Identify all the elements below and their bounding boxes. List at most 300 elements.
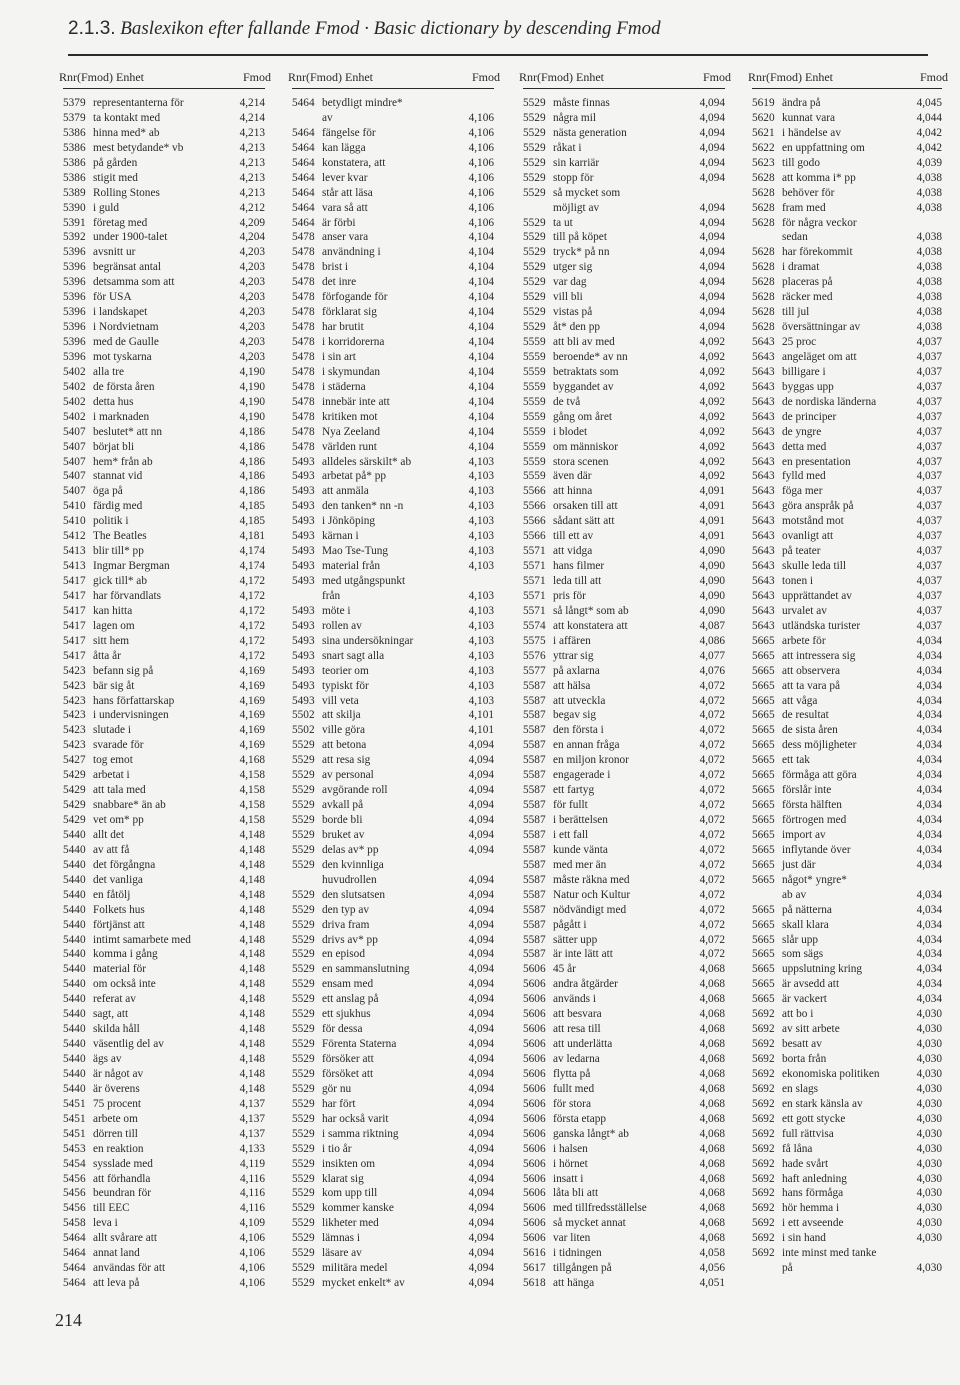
dictionary-entry: [63, 246, 265, 261]
entry-unit: till EEC: [93, 1202, 130, 1215]
dictionary-entry: [752, 1083, 942, 1098]
entry-unit: i ett avseende: [782, 1217, 844, 1230]
entry-unit: Mao Tse-Tung: [322, 545, 389, 558]
entry-unit: första etapp: [553, 1112, 607, 1125]
entry-fmod: 4,034: [916, 649, 942, 662]
entry-fmod: 4,104: [468, 276, 494, 289]
dictionary-entry: [292, 1232, 494, 1247]
dictionary-entry: [292, 575, 494, 590]
dictionary-entry: [292, 157, 494, 172]
dictionary-entry: [523, 1187, 725, 1202]
entry-rank: 5628: [752, 201, 775, 214]
dictionary-entry: [523, 157, 725, 172]
dictionary-entry: [292, 1128, 494, 1143]
entry-rank: 5665: [752, 948, 775, 961]
entry-fmod: 4,030: [916, 1187, 942, 1200]
entry-rank: 5628: [752, 261, 775, 274]
entry-unit: ab av: [782, 888, 807, 901]
entry-unit: detta med: [782, 440, 827, 453]
dictionary-entry: [752, 829, 942, 844]
entry-unit: att komma i* pp: [782, 171, 856, 184]
entry-unit: kunnat vara: [782, 111, 836, 124]
entry-fmod: 4,094: [468, 828, 494, 841]
entry-unit: ett gott stycke: [782, 1112, 846, 1125]
dictionary-entry: [752, 441, 942, 456]
entry-rank: 5402: [63, 395, 86, 408]
dictionary-entry: [523, 724, 725, 739]
entry-rank: 5440: [63, 1008, 86, 1021]
entry-rank: 5396: [63, 261, 86, 274]
dictionary-entry: [523, 291, 725, 306]
entry-fmod: 4,072: [699, 918, 725, 931]
entry-rank: 5665: [752, 993, 775, 1006]
dictionary-entry: [523, 515, 725, 530]
entry-unit: för några veckor: [782, 216, 857, 229]
dictionary-entry: [63, 1098, 265, 1113]
entry-rank: 5529: [292, 903, 315, 916]
dictionary-entry: [523, 1143, 725, 1158]
entry-unit: att betona: [322, 739, 367, 752]
entry-unit: åt* den pp: [553, 321, 601, 334]
entry-fmod: 4,034: [916, 769, 942, 782]
entry-fmod: 4,209: [239, 216, 265, 229]
entry-unit: så mycket som: [553, 186, 621, 199]
dictionary-column-4: [748, 64, 948, 1277]
dictionary-entry: [63, 530, 265, 545]
entry-rank: 5478: [292, 425, 315, 438]
entry-rank: 5410: [63, 500, 86, 513]
dictionary-entry: [523, 904, 725, 919]
dictionary-entry: [63, 187, 265, 202]
entry-unit: nödvändigt med: [553, 903, 627, 916]
entry-unit: innebär inte att: [322, 395, 390, 408]
dictionary-entry: [523, 963, 725, 978]
dictionary-entry: [752, 1158, 942, 1173]
entry-unit: räcker med: [782, 291, 833, 304]
entry-unit: hans filmer: [553, 560, 605, 573]
entry-unit: engagerade i: [553, 769, 611, 782]
entry-fmod: 4,072: [699, 709, 725, 722]
entry-fmod: 4,094: [468, 1262, 494, 1275]
entry-rank: 5478: [292, 365, 315, 378]
entry-fmod: 4,094: [468, 1082, 494, 1095]
entry-rank: 5529: [292, 1187, 315, 1200]
entry-fmod: 4,190: [239, 410, 265, 423]
entry-rank: 5493: [292, 545, 315, 558]
entry-unit: 45 år: [553, 963, 576, 976]
entry-fmod: 4,094: [468, 1097, 494, 1110]
entry-unit: har förekommit: [782, 246, 853, 259]
entry-unit: av sitt arbete: [782, 1023, 840, 1036]
entry-unit: insatt i: [553, 1172, 584, 1185]
entry-unit: på teater: [782, 545, 821, 558]
entry-fmod: 4,037: [916, 395, 942, 408]
dictionary-entry: [292, 695, 494, 710]
entry-fmod: 4,058: [699, 1247, 725, 1260]
entry-fmod: 4,186: [239, 485, 265, 498]
dictionary-entry: [292, 1113, 494, 1128]
entry-rank: 5417: [63, 649, 86, 662]
dictionary-entry: [523, 993, 725, 1008]
dictionary-entry: [523, 1053, 725, 1068]
entry-rank: 5440: [63, 918, 86, 931]
entry-fmod: 4,104: [468, 440, 494, 453]
entry-unit: läsare av: [322, 1247, 362, 1260]
entry-fmod: 4,030: [916, 1217, 942, 1230]
dictionary-entry: [292, 112, 494, 127]
dictionary-entry: [523, 127, 725, 142]
entry-fmod: 4,038: [916, 276, 942, 289]
entry-rank: 5665: [752, 754, 775, 767]
entry-rank: 5451: [63, 1127, 86, 1140]
entry-unit: gick till* ab: [93, 575, 147, 587]
entry-unit: befann sig på: [93, 664, 154, 677]
entry-rank: 5529: [292, 978, 315, 991]
dictionary-entry: [292, 829, 494, 844]
entry-fmod: 4,037: [916, 455, 942, 468]
entry-unit: material från: [322, 560, 381, 573]
entry-unit: världen runt: [322, 440, 377, 453]
entry-rank: 5440: [63, 948, 86, 961]
entry-fmod: 4,106: [239, 1262, 265, 1275]
entry-unit: bruket av: [322, 828, 365, 841]
dictionary-entry: [523, 1173, 725, 1188]
entry-rank: 5692: [752, 1217, 775, 1230]
entry-rank: 5529: [292, 1262, 315, 1275]
entry-fmod: 4,104: [468, 410, 494, 423]
dictionary-entry: [292, 381, 494, 396]
entry-rank: 5606: [523, 1053, 546, 1065]
entry-fmod: 4,169: [239, 694, 265, 707]
entry-unit: med utgångspunkt: [322, 575, 406, 587]
entry-unit: i sin hand: [782, 1232, 826, 1245]
entry-fmod: 4,037: [916, 545, 942, 558]
entry-fmod: 4,119: [240, 1157, 265, 1170]
entry-unit: pågått i: [553, 918, 587, 931]
entry-unit: ville göra: [322, 724, 365, 737]
dictionary-entry: [752, 978, 942, 993]
entry-rank: 5643: [752, 380, 775, 393]
entry-unit: kärnan i: [322, 530, 359, 543]
entry-rank: 5412: [63, 530, 86, 543]
entry-unit: för dessa: [322, 1023, 363, 1036]
entry-fmod: 4,103: [468, 589, 494, 602]
dictionary-entry: [63, 411, 265, 426]
entry-rank: 5665: [752, 664, 775, 677]
entry-fmod: 4,094: [468, 1202, 494, 1215]
entry-rank: 5559: [523, 410, 546, 423]
entry-fmod: 4,072: [699, 814, 725, 826]
entry-rank: 5692: [752, 1172, 775, 1185]
dictionary-entry: [292, 321, 494, 336]
entry-fmod: 4,072: [699, 843, 725, 856]
entry-unit: utländska turister: [782, 619, 861, 632]
entry-fmod: 4,116: [240, 1187, 265, 1200]
dictionary-entry: [292, 560, 494, 575]
entry-fmod: 4,213: [239, 141, 265, 154]
dictionary-entry: [523, 1232, 725, 1247]
entry-rank: 5529: [523, 156, 546, 169]
entry-unit: råkat i: [553, 141, 582, 154]
entry-fmod: 4,092: [699, 455, 725, 468]
entry-unit: att bli av med: [553, 336, 615, 348]
entry-rank: 5529: [523, 321, 546, 334]
entry-rank: 5692: [752, 1127, 775, 1140]
entry-unit: ägs av: [93, 1053, 122, 1065]
entry-fmod: 4,103: [468, 545, 494, 558]
entry-unit: skilda håll: [93, 1023, 140, 1036]
dictionary-entry: [752, 635, 942, 650]
entry-rank: 5493: [292, 560, 315, 573]
entry-rank: 5665: [752, 769, 775, 782]
entry-unit: i dramat: [782, 261, 820, 274]
dictionary-entry: [752, 560, 942, 575]
entry-unit: en reaktion: [93, 1142, 144, 1155]
entry-rank: 5643: [752, 425, 775, 438]
entry-unit: kan lägga: [322, 141, 366, 154]
entry-rank: 5559: [523, 365, 546, 378]
entry-rank: 5574: [523, 619, 546, 632]
dictionary-entry: [523, 381, 725, 396]
dictionary-entry: [523, 545, 725, 560]
entry-rank: 5407: [63, 455, 86, 468]
entry-fmod: 4,038: [916, 201, 942, 214]
entry-unit: i sin art: [322, 350, 356, 363]
entry-unit: var dag: [553, 276, 587, 289]
entry-fmod: 4,103: [468, 530, 494, 543]
entry-unit: i ett fall: [553, 828, 589, 841]
entry-rank: 5665: [752, 709, 775, 722]
dictionary-entry: [63, 784, 265, 799]
entry-fmod: 4,072: [699, 769, 725, 782]
entry-unit: är något av: [93, 1067, 144, 1080]
entry-unit: öga på: [93, 485, 123, 498]
entry-unit: med mer än: [553, 858, 607, 871]
entry-rank: 5692: [752, 1202, 775, 1215]
entry-rank: 5529: [292, 918, 315, 931]
dictionary-entry: [752, 515, 942, 530]
entry-fmod: 4,094: [468, 1038, 494, 1051]
entry-unit: av personal: [322, 769, 374, 782]
entry-unit: Förenta Staterna: [322, 1038, 397, 1051]
entry-unit: i landskapet: [93, 306, 148, 319]
entry-rank: 5478: [292, 440, 315, 453]
column-header-fmod: Fmod: [242, 70, 271, 84]
entry-rank: 5458: [63, 1217, 86, 1230]
entry-unit: i undervisningen: [93, 709, 169, 722]
dictionary-entry: [63, 739, 265, 754]
column-header-fmod: Fmod: [702, 70, 731, 84]
entry-fmod: 4,172: [239, 575, 265, 587]
entry-unit: representanterna för: [93, 97, 184, 109]
dictionary-entry: [752, 187, 942, 202]
entry-unit: väsentlig del av: [93, 1038, 164, 1051]
entry-rank: 5606: [523, 1082, 546, 1095]
entry-fmod: 4,034: [916, 918, 942, 931]
entry-rank: 5417: [63, 575, 86, 587]
entry-fmod: 4,148: [239, 1038, 265, 1051]
column-header-rnr-enhet: Rnr(Fmod) Enhet: [748, 70, 833, 84]
entry-fmod: 4,030: [916, 1023, 942, 1036]
entry-fmod: 4,034: [916, 724, 942, 737]
entry-rank: 5529: [523, 186, 546, 199]
dictionary-entry: [292, 336, 494, 351]
dictionary-entry: [63, 456, 265, 471]
entry-fmod: 4,106: [239, 1277, 265, 1290]
dictionary-entry: [523, 456, 725, 471]
dictionary-entry: [63, 515, 265, 530]
entry-list: [292, 97, 494, 1292]
dictionary-entry: [63, 799, 265, 814]
entry-unit: mot tyskarna: [93, 350, 152, 363]
entry-unit: pris för: [553, 589, 586, 602]
entry-fmod: 4,094: [468, 1008, 494, 1021]
entry-rank: 5571: [523, 604, 546, 617]
entry-rank: 5423: [63, 664, 86, 677]
entry-unit: förfogande för: [322, 291, 388, 304]
dictionary-entry: [523, 321, 725, 336]
entry-fmod: 4,030: [916, 1262, 942, 1275]
entry-unit: arbete för: [782, 634, 826, 647]
entry-rank: 5529: [292, 1008, 315, 1021]
entry-fmod: 4,148: [239, 978, 265, 991]
entry-unit: så långt* som ab: [553, 604, 629, 617]
entry-rank: 5529: [523, 111, 546, 124]
entry-rank: 5413: [63, 545, 86, 558]
entry-unit: skulle leda till: [782, 560, 847, 573]
dictionary-entry: [752, 1262, 942, 1277]
entry-rank: 5692: [752, 1038, 775, 1051]
dictionary-entry: [63, 157, 265, 172]
entry-unit: ett fartyg: [553, 784, 595, 797]
entry-fmod: 4,094: [468, 1053, 494, 1065]
entry-rank: 5529: [292, 1023, 315, 1036]
entry-unit: är avsedd att: [782, 978, 840, 991]
entry-rank: 5529: [292, 1172, 315, 1185]
column-header: [519, 64, 731, 89]
entry-unit: insikten om: [322, 1157, 376, 1170]
entry-fmod: 4,103: [468, 664, 494, 677]
entry-rank: 5643: [752, 365, 775, 378]
dictionary-entry: [292, 127, 494, 142]
entry-fmod: 4,056: [699, 1262, 725, 1275]
entry-unit: göra anspråk på: [782, 500, 854, 513]
dictionary-entry: [752, 695, 942, 710]
dictionary-entry: [523, 202, 725, 217]
dictionary-entry: [63, 500, 265, 515]
entry-rank: 5529: [523, 291, 546, 304]
entry-rank: 5440: [63, 978, 86, 991]
entry-fmod: 4,104: [468, 380, 494, 393]
entry-fmod: 4,072: [699, 903, 725, 916]
entry-fmod: 4,106: [468, 171, 494, 184]
dictionary-entry: [752, 157, 942, 172]
entry-unit: att konstatera att: [553, 619, 628, 632]
dictionary-entry: [752, 1217, 942, 1232]
entry-unit: tog emot: [93, 754, 133, 767]
entry-rank: 5464: [292, 201, 315, 214]
entry-rank: 5529: [523, 261, 546, 274]
dictionary-entry: [752, 112, 942, 127]
entry-unit: hör hemma i: [782, 1202, 840, 1215]
entry-unit: betraktats som: [553, 365, 619, 378]
entry-fmod: 4,037: [916, 604, 942, 617]
entry-unit: teorier om: [322, 664, 369, 677]
dictionary-entry: [63, 321, 265, 336]
entry-fmod: 4,103: [468, 679, 494, 692]
entry-rank: 5529: [292, 1217, 315, 1230]
column-header: [288, 64, 500, 89]
entry-fmod: 4,094: [468, 814, 494, 826]
entry-unit: ett tak: [782, 754, 810, 767]
entry-fmod: 4,039: [916, 156, 942, 169]
entry-fmod: 4,034: [916, 993, 942, 1006]
entry-rank: 5665: [752, 828, 775, 841]
entry-fmod: 4,092: [699, 395, 725, 408]
entry-rank: 5606: [523, 1232, 546, 1245]
entry-rank: 5529: [292, 828, 315, 841]
entry-rank: 5665: [752, 784, 775, 797]
entry-rank: 5587: [523, 694, 546, 707]
entry-unit: Ingmar Bergman: [93, 560, 170, 573]
entry-unit: har brutit: [322, 321, 364, 334]
entry-fmod: 4,034: [916, 963, 942, 976]
entry-unit: en episod: [322, 948, 365, 961]
dictionary-entry: [752, 545, 942, 560]
dictionary-entry: [523, 680, 725, 695]
entry-unit: betydligt mindre*: [322, 97, 403, 109]
entry-unit: möte i: [322, 604, 351, 617]
entry-unit: sådant sätt att: [553, 515, 615, 528]
entry-rank: 5643: [752, 589, 775, 602]
dictionary-entry: [752, 1098, 942, 1113]
entry-unit: likheter med: [322, 1217, 379, 1230]
entry-fmod: 4,094: [468, 1127, 494, 1140]
entry-unit: hans förmåga: [782, 1187, 844, 1200]
entry-rank: 5665: [752, 814, 775, 826]
dictionary-entry: [292, 709, 494, 724]
entry-fmod: 4,034: [916, 799, 942, 812]
dictionary-entry: [752, 261, 942, 276]
dictionary-entry: [292, 1098, 494, 1113]
entry-rank: 5379: [63, 111, 86, 124]
entry-rank: 5478: [292, 246, 315, 259]
dictionary-entry: [752, 739, 942, 754]
dictionary-entry: [63, 769, 265, 784]
entry-rank: 5453: [63, 1142, 86, 1155]
entry-fmod: 4,103: [468, 560, 494, 573]
entry-unit: färdig med: [93, 500, 143, 513]
entry-rank: 5417: [63, 589, 86, 602]
entry-fmod: 4,148: [239, 1053, 265, 1065]
dictionary-entry: [752, 306, 942, 321]
entry-fmod: 4,186: [239, 425, 265, 438]
entry-unit: på nätterna: [782, 903, 832, 916]
entry-rank: 5440: [63, 903, 86, 916]
dictionary-entry: [752, 1038, 942, 1053]
entry-fmod: 4,068: [699, 993, 725, 1006]
entry-rank: 5529: [292, 1157, 315, 1170]
entry-fmod: 4,094: [468, 963, 494, 976]
entry-unit: nästa generation: [553, 126, 627, 139]
entry-fmod: 4,137: [239, 1127, 265, 1140]
entry-fmod: 4,106: [468, 111, 494, 124]
entry-rank: 5529: [292, 1277, 315, 1290]
dictionary-entry: [752, 1113, 942, 1128]
dictionary-entry: [523, 1083, 725, 1098]
entry-fmod: 4,037: [916, 575, 942, 587]
entry-fmod: 4,091: [699, 515, 725, 528]
